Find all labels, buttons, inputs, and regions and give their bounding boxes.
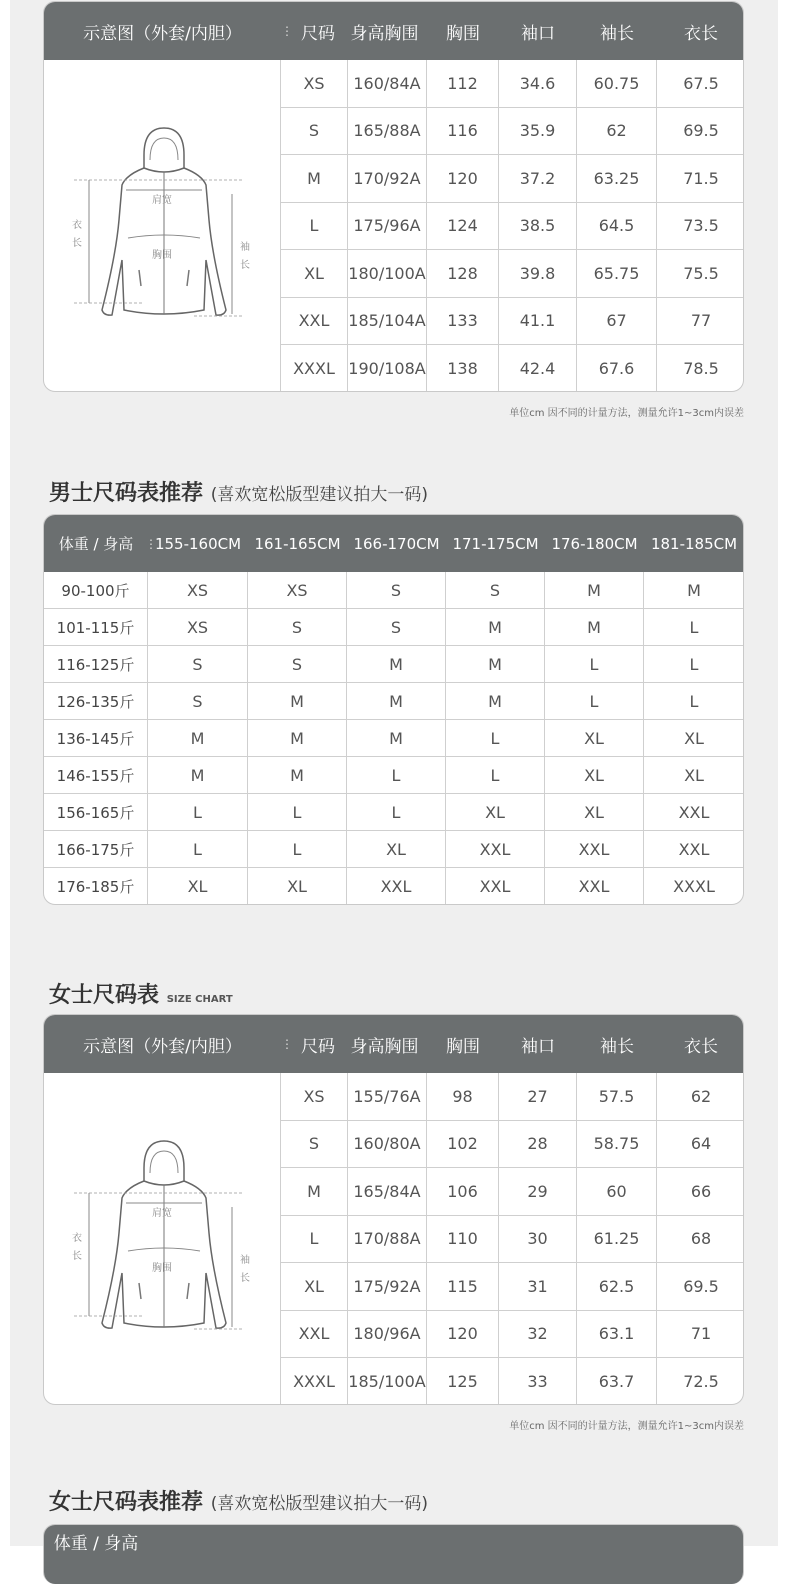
size-chart-cell: 170/92A — [348, 155, 427, 203]
size-chart-cell: 58.75 — [577, 1121, 657, 1169]
size-chart-cell: XXXL — [281, 345, 348, 392]
sleeve-label-2: 长 — [240, 1273, 250, 1284]
size-chart-cell: 128 — [427, 250, 499, 298]
size-chart-cell: 138 — [427, 345, 499, 392]
size-chart-cell: 112 — [427, 60, 499, 108]
recommend-cell: M — [347, 720, 446, 757]
recommend-header-cell: 155-160CM — [154, 534, 242, 553]
size-chart-header-cell: 示意图（外套/内胆） — [83, 23, 242, 44]
size-chart-cell: 185/100A — [348, 1358, 427, 1405]
recommend-cell: XXL — [644, 831, 744, 868]
size-chart-cell: XS — [281, 1073, 348, 1121]
length-label-2: 长 — [72, 238, 82, 249]
size-chart-cell: XL — [281, 250, 348, 298]
recommend-cell: S — [248, 646, 347, 683]
men-chart-note: 单位cm 因不同的计量方法，测量允许1~3cm内误差 — [509, 408, 744, 419]
size-chart-cell: 57.5 — [577, 1073, 657, 1121]
women-recommend-header-first: 体重 / 身高 — [53, 1533, 139, 1554]
recommend-cell: M — [545, 609, 644, 646]
women-recommend-table — [43, 1524, 744, 1584]
recommend-header-cell: 166-170CM — [353, 534, 440, 553]
size-chart-cell: 63.1 — [577, 1311, 657, 1359]
size-chart-cell: S — [281, 108, 348, 156]
left-pocket-shape — [139, 270, 141, 286]
chest-label: 胸围 — [152, 250, 172, 261]
recommend-cell: XL — [644, 720, 744, 757]
recommend-cell: M — [446, 646, 545, 683]
left-pocket-shape — [139, 1283, 141, 1299]
sleeve-label-1: 袖 — [240, 1255, 250, 1266]
size-chart-header-cell: 胸围 — [446, 23, 480, 44]
recommend-cell: XL — [545, 720, 644, 757]
recommend-cell: L — [248, 831, 347, 868]
length-label-1: 衣 — [72, 220, 82, 231]
size-chart-cell: 77 — [657, 298, 744, 346]
length-label-1: 衣 — [72, 1233, 82, 1244]
size-chart-cell: 39.8 — [499, 250, 577, 298]
size-chart-cell: 165/84A — [348, 1168, 427, 1216]
recommend-cell: XXL — [644, 794, 744, 831]
recommend-cell: M — [446, 683, 545, 720]
size-chart-cell: 34.6 — [499, 60, 577, 108]
size-chart-cell: 155/76A — [348, 1073, 427, 1121]
recommend-cell: 116-125斤 — [44, 646, 148, 683]
size-chart-cell: 35.9 — [499, 108, 577, 156]
recommend-cell: M — [148, 720, 248, 757]
size-chart-cell: 170/88A — [348, 1216, 427, 1264]
size-chart-cell: 180/96A — [348, 1311, 427, 1359]
recommend-cell: 90-100斤 — [44, 572, 148, 609]
size-chart-header — [44, 2, 743, 60]
recommend-cell: L — [446, 720, 545, 757]
women-chart-title — [49, 978, 233, 1009]
recommend-cell: XL — [347, 831, 446, 868]
size-chart-cell: 37.2 — [499, 155, 577, 203]
recommend-cell: L — [148, 794, 248, 831]
women-recommend-title-text: 女士尺码表推荐 — [49, 1490, 204, 1515]
size-chart-cell: 32 — [499, 1311, 577, 1359]
recommend-header-cell: 171-175CM — [452, 534, 539, 553]
size-chart-cell: 120 — [427, 1311, 499, 1359]
jacket-diagram-icon — [44, 60, 281, 392]
size-chart-header-cell: 衣长 — [684, 1036, 718, 1057]
size-chart-cell: 60 — [577, 1168, 657, 1216]
size-chart-cell: 115 — [427, 1263, 499, 1311]
recommend-cell: 136-145斤 — [44, 720, 148, 757]
recommend-cell: 146-155斤 — [44, 757, 148, 794]
size-chart-cell: 160/84A — [348, 60, 427, 108]
recommend-cell: XS — [248, 572, 347, 609]
size-chart-cell: 72.5 — [683, 1372, 719, 1392]
hood-inner-shape — [150, 138, 178, 160]
size-chart-cell: 73.5 — [657, 203, 744, 251]
recommend-header-cell: 181-185CM — [650, 534, 738, 553]
recommend-cell: M — [347, 646, 446, 683]
size-chart-cell: L — [281, 203, 348, 251]
size-chart-header-cell: 尺码 — [301, 1036, 335, 1057]
recommend-cell: L — [644, 646, 744, 683]
size-chart-cell: XL — [281, 1263, 348, 1311]
recommend-cell: XL — [148, 868, 248, 905]
recommend-cell: S — [148, 683, 248, 720]
recommend-cell: L — [644, 609, 744, 646]
size-chart-cell: 160/80A — [348, 1121, 427, 1169]
size-chart-cell: 190/108A — [348, 345, 427, 392]
recommend-cell: XS — [148, 609, 248, 646]
size-chart-cell: 124 — [427, 203, 499, 251]
size-chart-cell: 175/92A — [348, 1263, 427, 1311]
recommend-cell: 156-165斤 — [44, 794, 148, 831]
sleeve-label-1: 袖 — [240, 242, 250, 253]
recommend-cell: L — [644, 683, 744, 720]
women-size-chart — [43, 1014, 744, 1405]
size-chart-cell: 42.4 — [499, 345, 577, 392]
size-chart-header-cell: 尺码 — [301, 23, 335, 44]
size-chart-cell: 62 — [577, 108, 657, 156]
size-chart-cell: 71 — [657, 1311, 744, 1359]
men-recommend-subtitle: (喜欢宽松版型建议拍大一码) — [210, 485, 428, 505]
recommend-cell: L — [446, 757, 545, 794]
hood-shape — [144, 128, 184, 172]
recommend-cell: S — [248, 609, 347, 646]
recommend-cell: M — [545, 572, 644, 609]
size-chart-cell: 75.5 — [657, 250, 744, 298]
size-chart-cell: 102 — [427, 1121, 499, 1169]
size-chart-cell: 68 — [657, 1216, 744, 1264]
size-chart-cell: 28 — [499, 1121, 577, 1169]
recommend-cell: XXL — [446, 831, 545, 868]
size-chart-cell: 106 — [427, 1168, 499, 1216]
recommend-cell: 126-135斤 — [44, 683, 148, 720]
jacket-diagram — [44, 60, 281, 392]
header-separator: ⋮ — [145, 536, 157, 551]
size-chart-cell: 66 — [657, 1168, 744, 1216]
size-chart-header-cell: 示意图（外套/内胆） — [83, 1036, 242, 1057]
size-chart-header — [44, 1015, 743, 1073]
size-chart-cell: 110 — [427, 1216, 499, 1264]
size-chart-cell: 67.6 — [577, 345, 657, 392]
women-recommend-title — [49, 1485, 428, 1516]
size-chart-cell: 67.5 — [657, 60, 744, 108]
size-chart-cell: XXL — [281, 298, 348, 346]
size-chart-cell: 165/88A — [348, 108, 427, 156]
recommend-cell: 101-115斤 — [44, 609, 148, 646]
size-chart-header-cell: 胸围 — [446, 1036, 480, 1057]
recommend-cell: XL — [545, 757, 644, 794]
recommend-cell: 176-185斤 — [44, 868, 148, 905]
size-chart-cell: 62 — [657, 1073, 744, 1121]
recommend-cell: S — [347, 572, 446, 609]
size-chart-cell: 185/104A — [348, 298, 427, 346]
men-recommend-table — [43, 514, 744, 905]
size-chart-header-cell: 袖口 — [521, 1036, 555, 1057]
women-recommend-header — [44, 1525, 743, 1584]
jacket-diagram — [44, 1073, 281, 1405]
recommend-cell: L — [545, 646, 644, 683]
recommend-cell: L — [347, 794, 446, 831]
recommend-cell: M — [248, 683, 347, 720]
size-chart-cell: 98 — [427, 1073, 499, 1121]
recommend-header-cell: 176-180CM — [551, 534, 638, 553]
size-chart-cell: 125 — [427, 1358, 499, 1405]
size-chart-cell: 180/100A — [348, 250, 427, 298]
recommend-cell: XL — [545, 794, 644, 831]
recommend-cell: XXL — [545, 831, 644, 868]
size-chart-header-cell: 袖口 — [521, 23, 555, 44]
hood-shape — [144, 1141, 184, 1185]
size-chart-cell: 31 — [499, 1263, 577, 1311]
recommend-cell: M — [347, 683, 446, 720]
size-chart-header-cell: 袖长 — [600, 1036, 634, 1057]
size-chart-header-cell: 衣长 — [684, 23, 718, 44]
size-chart-cell: 69.5 — [657, 1263, 744, 1311]
women-chart-title-text: 女士尺码表 — [49, 983, 160, 1008]
recommend-cell: S — [347, 609, 446, 646]
shoulder-label: 肩宽 — [152, 1208, 172, 1219]
women-chart-note: 单位cm 因不同的计量方法，测量允许1~3cm内误差 — [509, 1421, 744, 1432]
size-chart-cell: 133 — [427, 298, 499, 346]
size-chart-cell: S — [281, 1121, 348, 1169]
size-chart-cell: 69.5 — [657, 108, 744, 156]
size-chart-cell: XS — [281, 60, 348, 108]
recommend-cell: M — [248, 720, 347, 757]
jacket-diagram-icon — [44, 1073, 281, 1405]
size-chart-header-cell: 身高胸围 — [350, 1036, 419, 1057]
size-chart-cell: L — [281, 1216, 348, 1264]
women-chart-title-en: SIZE CHART — [166, 994, 233, 1005]
size-chart-cell: 64 — [657, 1121, 744, 1169]
men-recommend-header — [44, 515, 743, 572]
size-chart-cell: M — [281, 1168, 348, 1216]
recommend-cell: M — [446, 609, 545, 646]
recommend-cell: L — [347, 757, 446, 794]
men-recommend-title — [49, 476, 428, 507]
chest-label: 胸围 — [152, 1263, 172, 1274]
men-size-chart — [43, 1, 744, 392]
size-chart-cell: 38.5 — [499, 203, 577, 251]
recommend-cell: L — [148, 831, 248, 868]
recommend-cell: XXXL — [673, 877, 715, 896]
sleeve-label-2: 长 — [240, 260, 250, 271]
size-chart-header-cell: 袖长 — [600, 23, 634, 44]
recommend-cell: L — [545, 683, 644, 720]
recommend-cell: XL — [248, 868, 347, 905]
size-chart-cell: 63.7 — [577, 1358, 657, 1405]
hood-inner-shape — [150, 1151, 178, 1173]
recommend-cell: S — [446, 572, 545, 609]
size-chart-cell: 61.25 — [577, 1216, 657, 1264]
size-chart-cell: 33 — [499, 1358, 577, 1405]
recommend-header-cell: 161-165CM — [254, 534, 341, 553]
recommend-cell: L — [248, 794, 347, 831]
size-chart-cell: 62.5 — [577, 1263, 657, 1311]
size-chart-cell: XXXL — [281, 1358, 348, 1405]
size-chart-header-cell: 身高胸围 — [350, 23, 419, 44]
size-chart-cell: 27 — [499, 1073, 577, 1121]
header-separator: ⋮ — [281, 1037, 293, 1051]
size-chart-cell: 30 — [499, 1216, 577, 1264]
right-pocket-shape — [187, 1283, 189, 1299]
recommend-cell: M — [148, 757, 248, 794]
length-label-2: 长 — [72, 1251, 82, 1262]
recommend-cell: XL — [446, 794, 545, 831]
size-chart-cell: 65.75 — [577, 250, 657, 298]
size-chart-cell: 120 — [427, 155, 499, 203]
size-chart-cell: 63.25 — [577, 155, 657, 203]
size-chart-cell: 78.5 — [683, 359, 719, 379]
recommend-cell: S — [148, 646, 248, 683]
recommend-cell: XS — [148, 572, 248, 609]
recommend-cell: XXL — [545, 868, 644, 905]
size-chart-cell: 67 — [577, 298, 657, 346]
women-recommend-subtitle: (喜欢宽松版型建议拍大一码) — [210, 1494, 428, 1514]
size-chart-cell: XXL — [281, 1311, 348, 1359]
size-chart-cell: 29 — [499, 1168, 577, 1216]
recommend-header-cell: 体重 / 身高 — [58, 535, 134, 553]
size-chart-cell: 116 — [427, 108, 499, 156]
recommend-cell: XL — [644, 757, 744, 794]
size-chart-cell: 71.5 — [657, 155, 744, 203]
right-pocket-shape — [187, 270, 189, 286]
recommend-cell: XXL — [347, 868, 446, 905]
size-chart-cell: M — [281, 155, 348, 203]
header-separator: ⋮ — [281, 24, 293, 38]
men-recommend-title-text: 男士尺码表推荐 — [49, 481, 204, 506]
recommend-cell: XXL — [446, 868, 545, 905]
recommend-cell: 166-175斤 — [44, 831, 148, 868]
recommend-cell: M — [248, 757, 347, 794]
size-chart-cell: 41.1 — [499, 298, 577, 346]
recommend-cell: M — [644, 572, 744, 609]
size-chart-cell: 60.75 — [577, 60, 657, 108]
size-chart-cell: 175/96A — [348, 203, 427, 251]
shoulder-label: 肩宽 — [152, 195, 172, 206]
size-chart-cell: 64.5 — [577, 203, 657, 251]
